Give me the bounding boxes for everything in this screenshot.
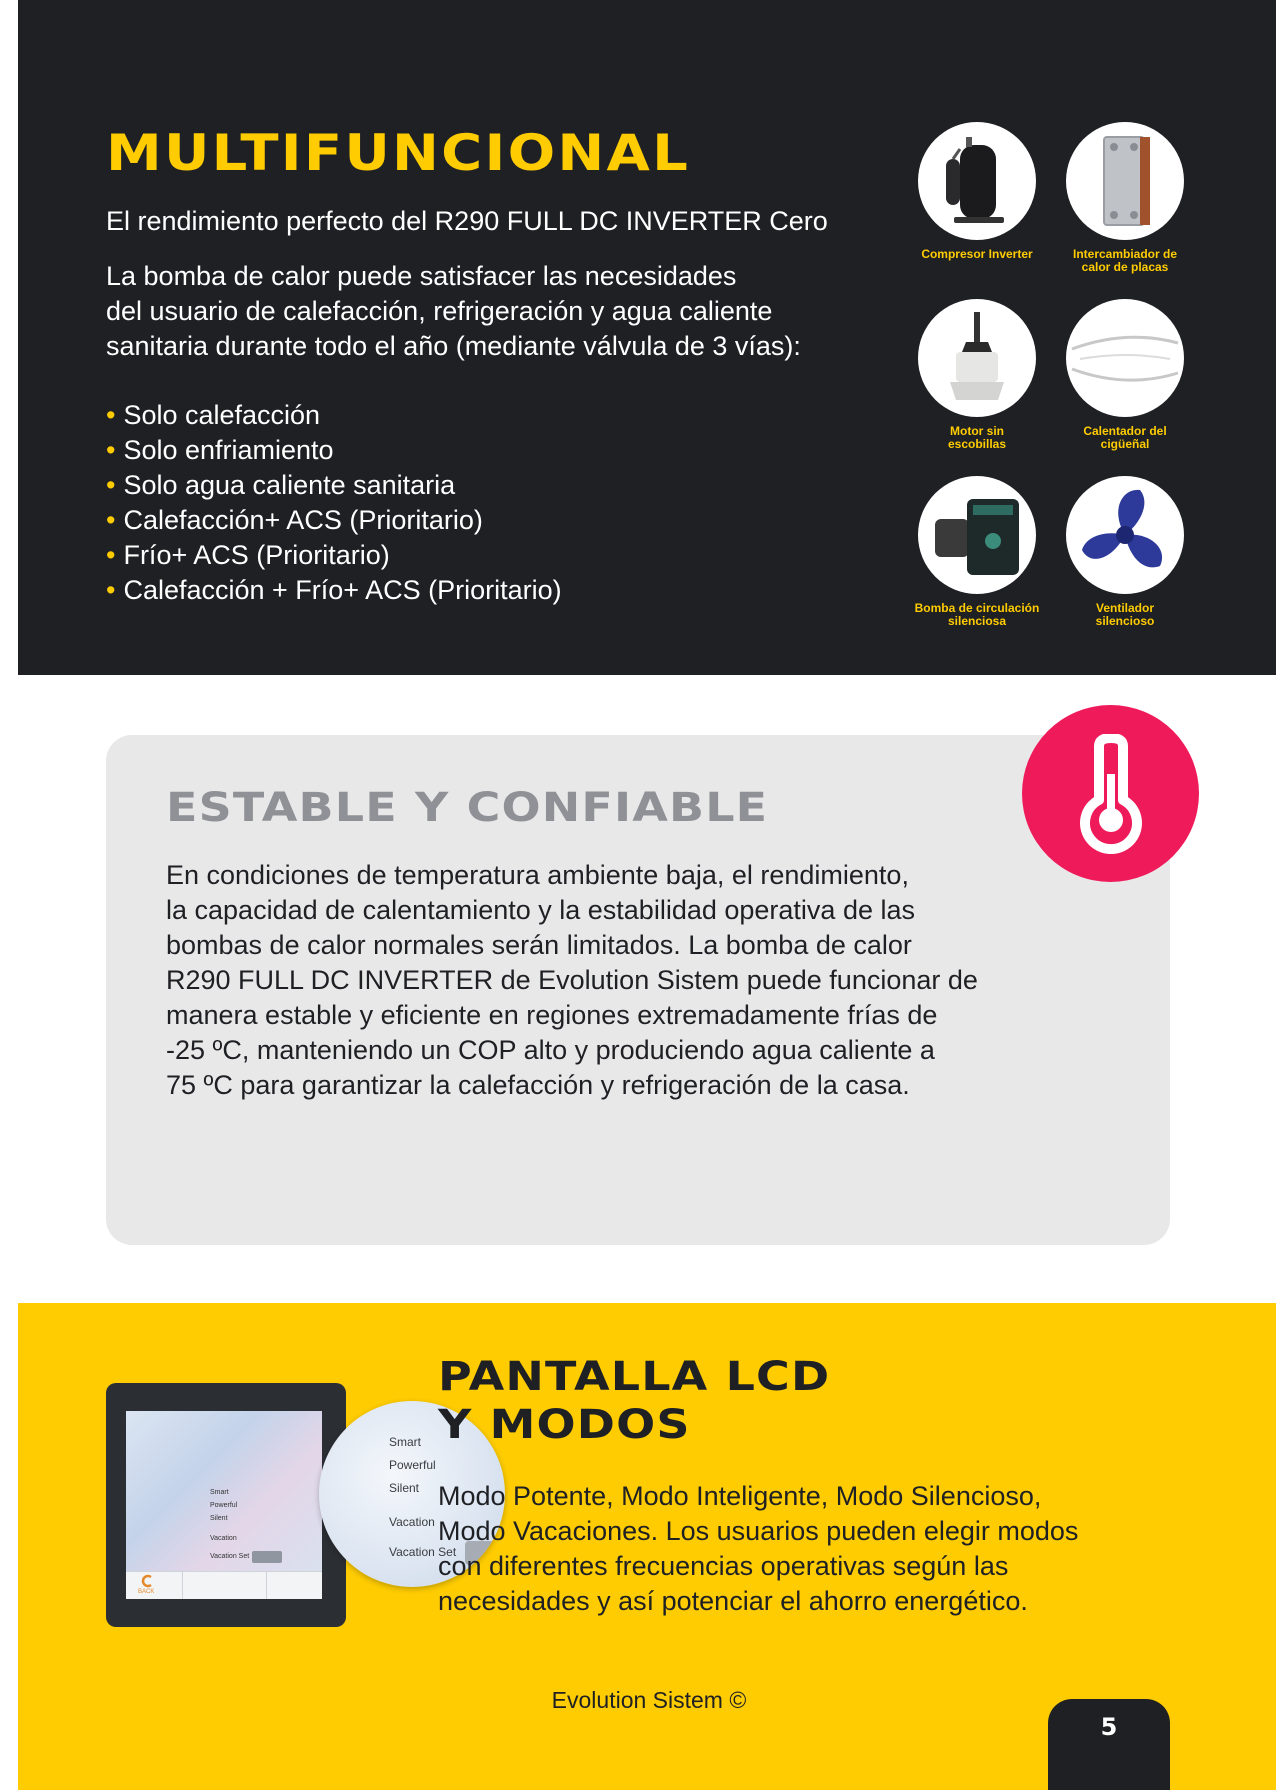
section-body: [106, 259, 926, 364]
screen-menu-item: Vacation: [210, 1535, 237, 1542]
bullet-icon: •: [106, 575, 116, 605]
body-line: Modo Vacaciones. Los usuarios pueden elegir modos: [438, 1516, 1079, 1546]
body-line: la capacidad de calentamiento y la estabilidad operativa de las: [166, 895, 915, 925]
footer-brand: Evolution Sistem ©: [551, 1687, 747, 1713]
list-item: [106, 468, 562, 503]
component-heat-exchanger: [1050, 122, 1200, 274]
component-motor: [902, 299, 1052, 451]
body-line: necesidades y así potenciar el ahorro energético.: [438, 1586, 1028, 1616]
zoom-menu-item: Powerful: [389, 1458, 436, 1472]
body-line: bombas de calor normales serán limitados. La bomba de calor: [166, 930, 912, 960]
screen-menu-item: Smart: [210, 1489, 229, 1496]
body-line: manera estable y eficiente en regiones extremadamente frías de: [166, 1000, 938, 1030]
component-caption: [902, 602, 1052, 628]
component-caption: [1050, 248, 1200, 274]
page-number-tab: [1048, 1699, 1170, 1790]
lcd-screen: [126, 1411, 322, 1599]
mode-label: Solo calefacción: [123, 400, 321, 430]
circulation-pump-icon: [918, 476, 1036, 594]
body-line: 75 ºC para garantizar la calefacción y refrigeración de la casa.: [166, 1070, 910, 1100]
mode-label: Solo agua caliente sanitaria: [123, 470, 456, 500]
section-subtitle: El rendimiento perfecto del R290 FULL DC INVERTER Cero: [106, 206, 828, 236]
back-icon: [140, 1574, 154, 1588]
caption-line: calor de placas: [1081, 260, 1169, 274]
brushless-motor-icon: [918, 299, 1036, 417]
title-line: PANTALLA LCD: [438, 1354, 831, 1400]
section-title: MULTIFUNCIONAL: [106, 124, 691, 182]
body-line: del usuario de calefacción, refrigeración y agua caliente: [106, 296, 773, 326]
lcd-section: [18, 1303, 1276, 1790]
caption-line: Ventilador: [1095, 601, 1154, 615]
section-body: [438, 1479, 1198, 1619]
component-crankcase-heater: [1050, 299, 1200, 451]
zoom-menu-item: Vacation: [389, 1515, 435, 1529]
component-compressor: [902, 122, 1052, 261]
body-line: con diferentes frecuencias operativas según las: [438, 1551, 1009, 1581]
crankcase-heater-icon: [1066, 299, 1184, 417]
mode-label: Calefacción + Frío+ ACS (Prioritario): [123, 575, 562, 605]
caption-line: escobillas: [947, 437, 1007, 451]
component-caption: [902, 425, 1052, 451]
screen-bottom-bar: [126, 1571, 322, 1599]
mode-label: Solo enfriamiento: [123, 435, 334, 465]
body-line: -25 ºC, manteniendo un COP alto y produciendo agua caliente a: [166, 1035, 935, 1065]
caption-line: Motor sin: [950, 424, 1004, 438]
caption-line: Intercambiador de: [1072, 247, 1178, 261]
list-item: [106, 398, 562, 433]
fan-icon: [1066, 476, 1184, 594]
caption-line: silencioso: [1095, 614, 1155, 628]
list-item: [106, 573, 562, 608]
section-title: [438, 1353, 830, 1449]
screen-toggle: [252, 1551, 282, 1563]
bullet-icon: •: [106, 505, 116, 535]
divider: [182, 1572, 183, 1599]
list-item: [106, 433, 562, 468]
zoom-menu-item: Vacation Set: [389, 1545, 457, 1559]
caption-line: Compresor Inverter: [921, 247, 1033, 261]
component-caption: [1050, 425, 1200, 451]
caption-line: Calentador del: [1083, 424, 1167, 438]
zoom-menu-item: Silent: [389, 1481, 420, 1495]
body-line: R290 FULL DC INVERTER de Evolution Sistem puede funcionar de: [166, 965, 978, 995]
mode-label: Frío+ ACS (Prioritario): [123, 540, 390, 570]
screen-menu-item: Powerful: [210, 1502, 238, 1509]
bullet-icon: •: [106, 540, 116, 570]
thermometer-icon: [1071, 734, 1151, 854]
page-number: 5: [1100, 1713, 1118, 1741]
estable-card: [106, 735, 1170, 1245]
caption-line: cigüeñal: [1100, 437, 1150, 451]
thermometer-badge: [1022, 705, 1199, 882]
body-line: sanitaria durante todo el año (mediante válvula de 3 vías):: [106, 331, 801, 361]
lcd-controller-image: [106, 1383, 457, 1627]
component-caption: [1050, 602, 1200, 628]
component-fan: [1050, 476, 1200, 628]
caption-line: silenciosa: [947, 614, 1007, 628]
section-body: [166, 858, 1086, 1103]
screen-menu-item: Silent: [210, 1515, 228, 1522]
section-title: ESTABLE Y CONFIABLE: [166, 785, 769, 831]
compressor-icon: [918, 122, 1036, 240]
divider: [266, 1572, 267, 1599]
mode-label: Calefacción+ ACS (Prioritario): [123, 505, 483, 535]
screen-menu-item: Vacation Set: [210, 1553, 250, 1560]
component-caption: [902, 248, 1052, 261]
component-pump: [902, 476, 1052, 628]
list-item: [106, 503, 562, 538]
title-line: Y MODOS: [438, 1402, 691, 1448]
multifuncional-section: [18, 0, 1276, 675]
back-label: BACK: [138, 1589, 155, 1595]
bullet-icon: •: [106, 435, 116, 465]
zoom-menu-item: Smart: [389, 1435, 422, 1449]
list-item: [106, 538, 562, 573]
body-line: La bomba de calor puede satisfacer las necesidades: [106, 261, 737, 291]
bullet-icon: •: [106, 400, 116, 430]
body-line: Modo Potente, Modo Inteligente, Modo Silencioso,: [438, 1481, 1042, 1511]
bullet-icon: •: [106, 470, 116, 500]
modes-list: [106, 398, 562, 608]
body-line: En condiciones de temperatura ambiente baja, el rendimiento,: [166, 860, 909, 890]
caption-line: Bomba de circulación: [914, 601, 1040, 615]
plate-heat-exchanger-icon: [1066, 122, 1184, 240]
